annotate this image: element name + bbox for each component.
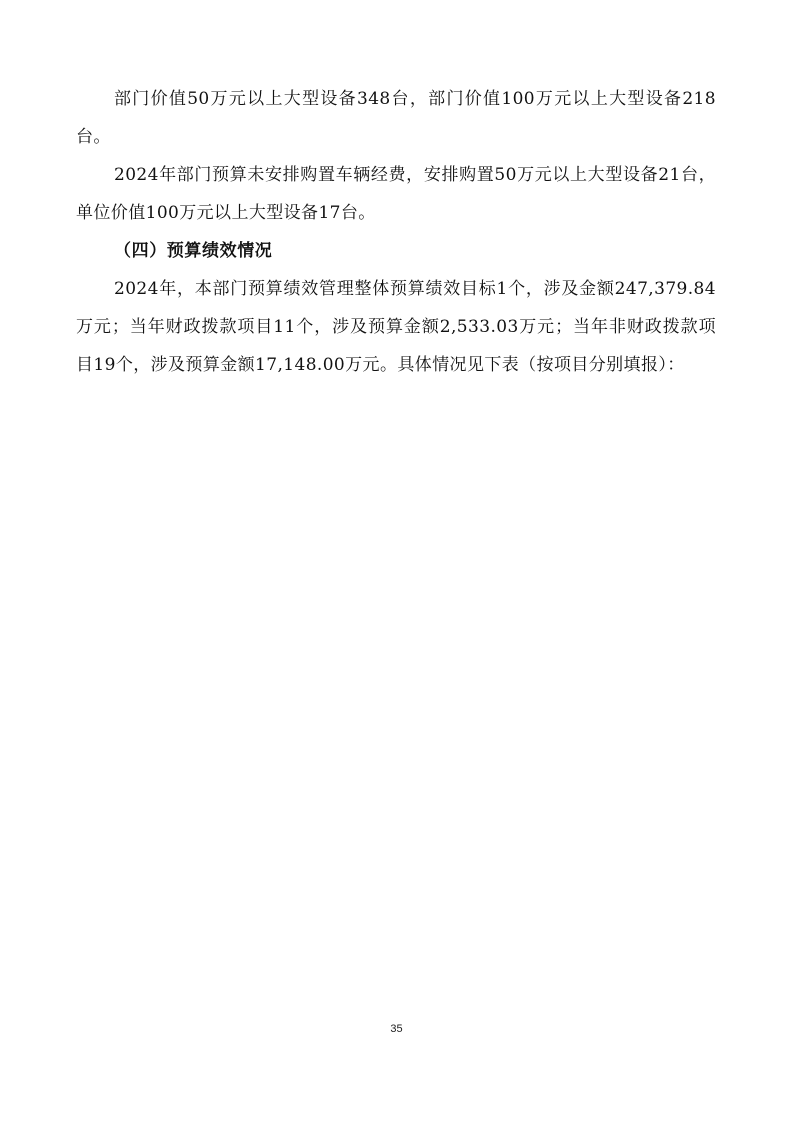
performance-paragraph: 2024年，本部门预算绩效管理整体预算绩效目标1个，涉及金额247,379.84万元；当年财政拨款项目11个，涉及预算金额2,533.03万元；当年非财政拨款项目19个，涉及预算金额17,148.00万元。具体情况见下表（按项目分别填报）： <box>76 279 716 375</box>
equipment-paragraph: 部门价值50万元以上大型设备348台，部门价值100万元以上大型设备218台。 <box>76 89 716 147</box>
vehicle-equipment-paragraph: 2024年部门预算未安排购置车辆经费，安排购置50万元以上大型设备21台，单位价值100万元以上大型设备17台。 <box>76 165 716 223</box>
page-number: 35 <box>390 1023 403 1035</box>
section-heading: （四）预算绩效情况 <box>114 241 273 261</box>
